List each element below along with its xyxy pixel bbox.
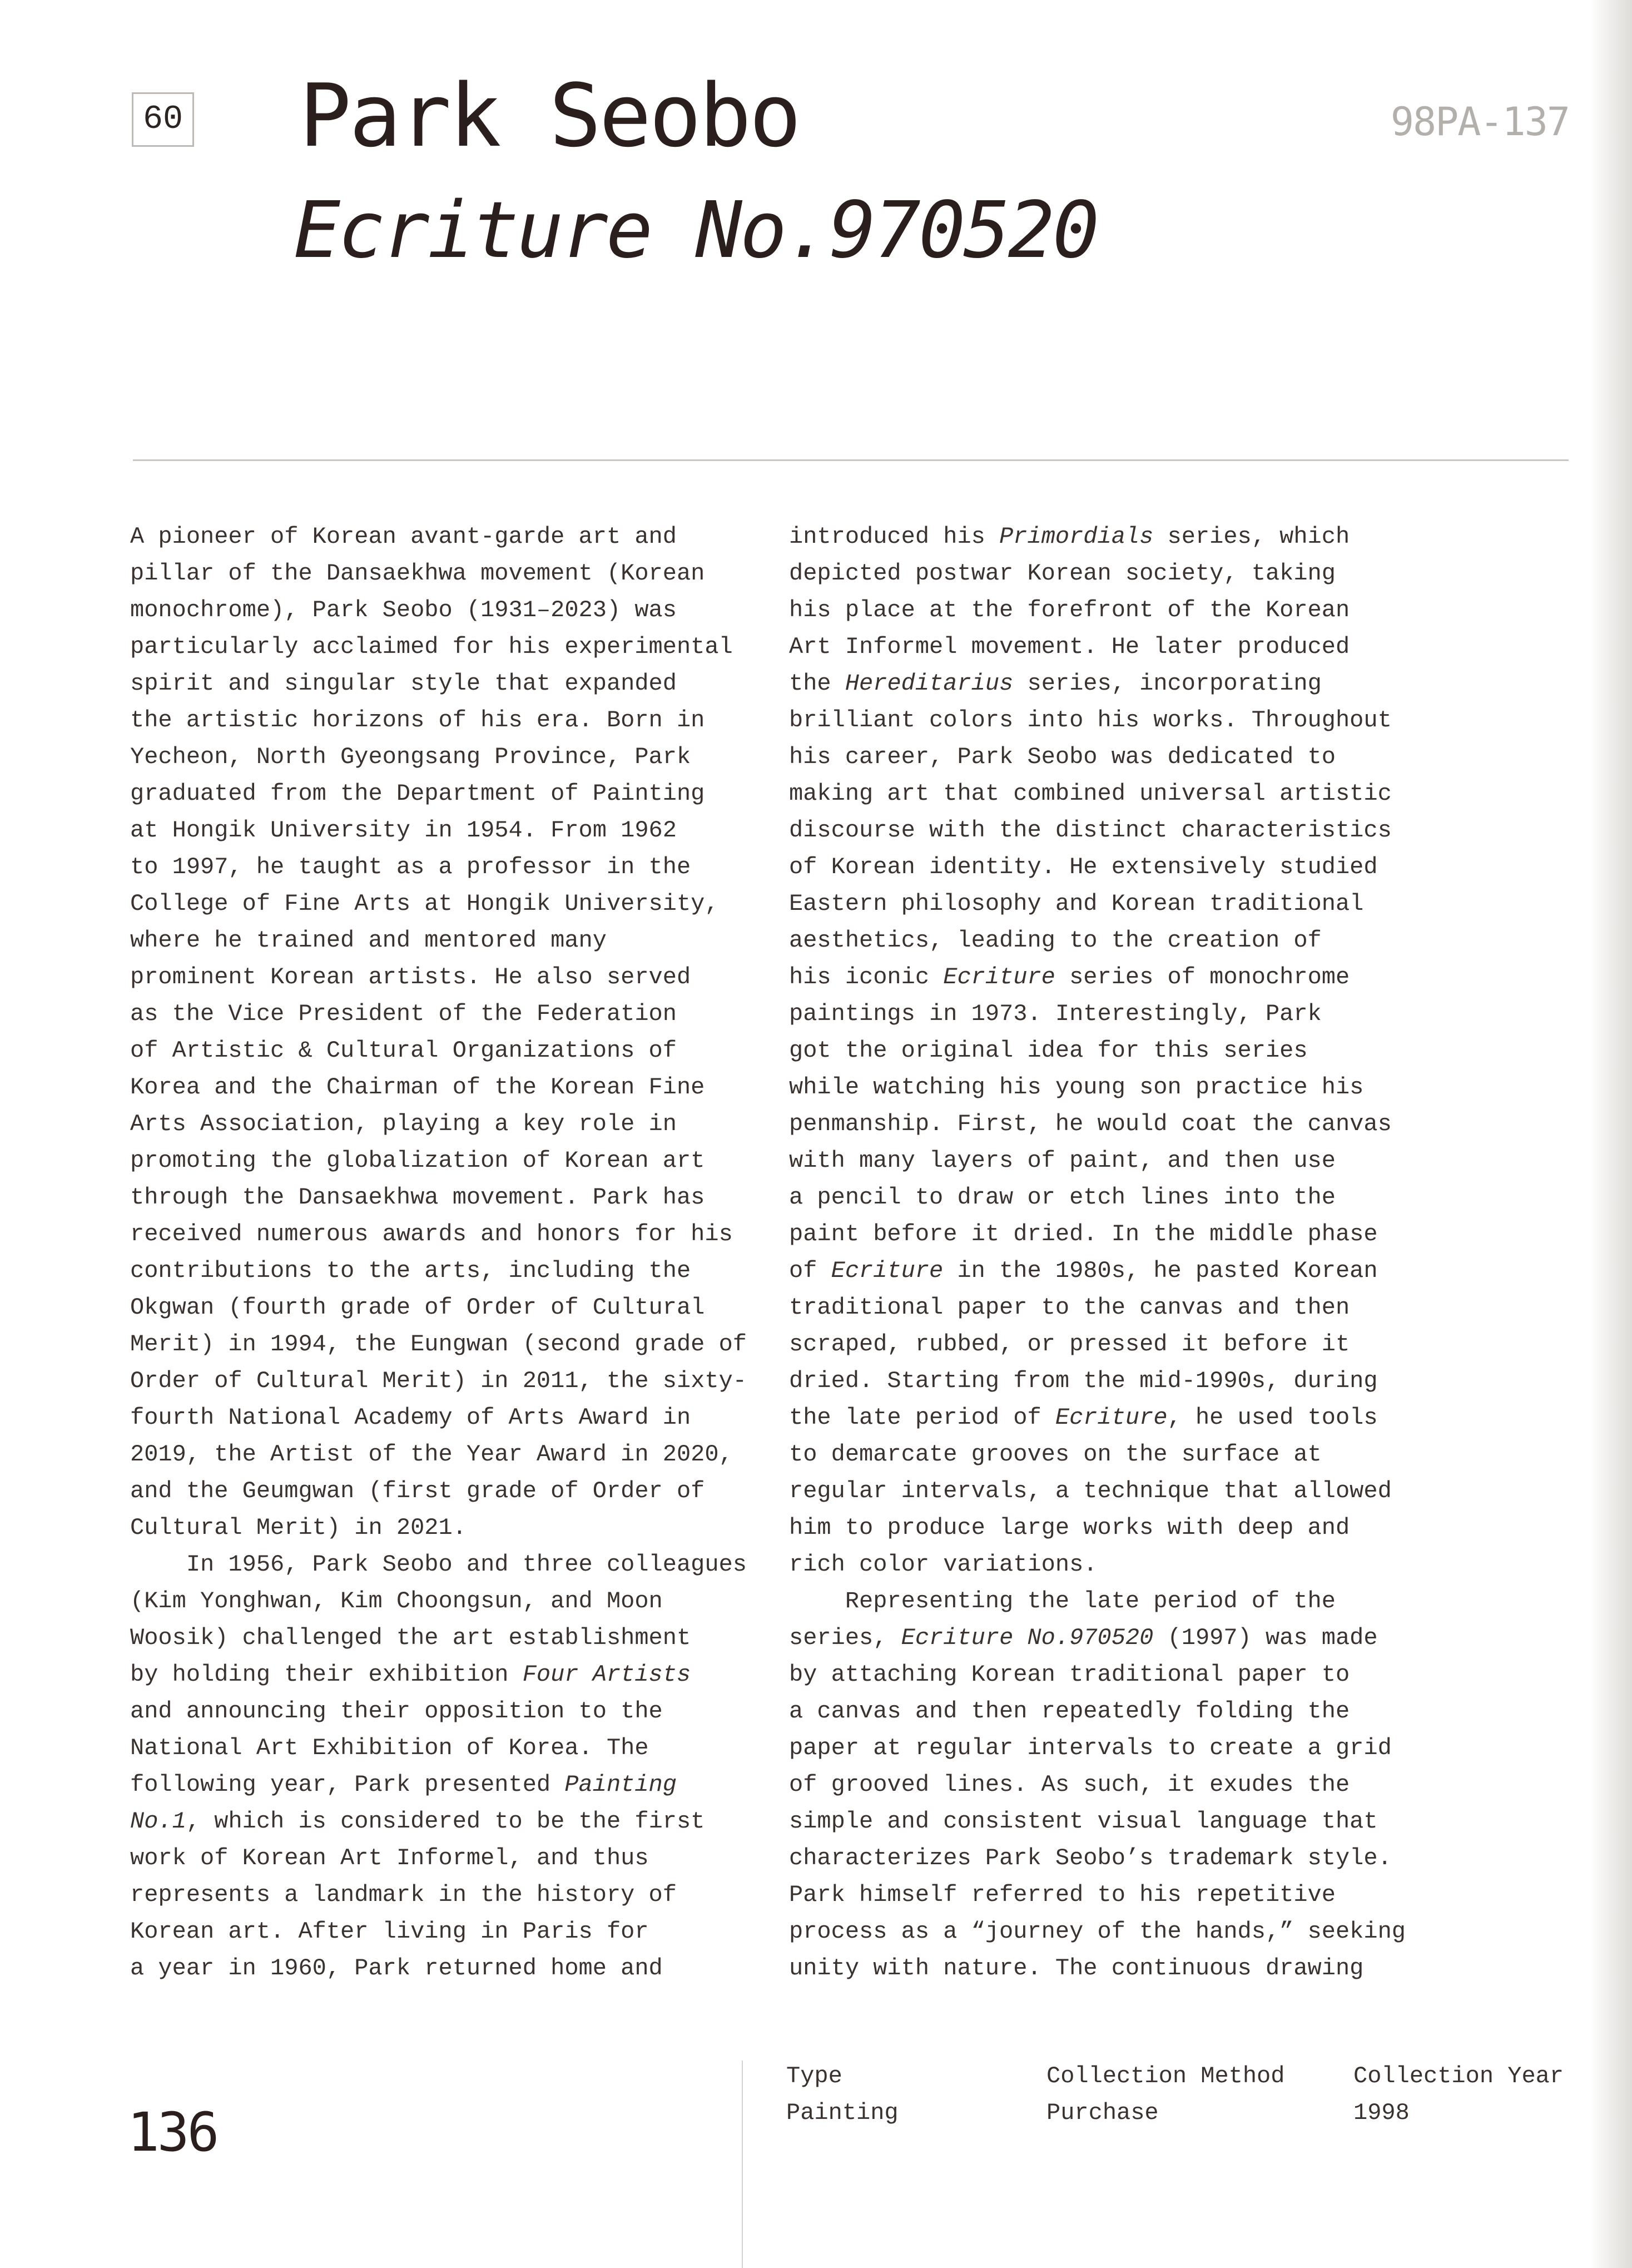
meta-value: Painting [786, 2099, 899, 2126]
body-column-1 [130, 518, 747, 1987]
text-line: Representing the late period of the [789, 1588, 1336, 1615]
text-line: Korea and the Chairman of the Korean Fine [130, 1074, 705, 1101]
text-line: particularly acclaimed for his experimental [130, 633, 733, 660]
text-line: Eastern philosophy and Korean traditional [789, 890, 1364, 917]
text-line: and the Geumgwan (first grade of Order of [130, 1478, 705, 1504]
text-line: paper at regular intervals to create a grid [789, 1735, 1392, 1761]
text-line: No.1, which is considered to be the first [130, 1808, 705, 1835]
text-line: Yecheon, North Gyeongsang Province, Park [130, 744, 691, 770]
text-line: got the original idea for this series [789, 1037, 1308, 1064]
text-line: paint before it dried. In the middle phase [789, 1221, 1378, 1247]
italic-title: Ecriture No.970520 [901, 1625, 1154, 1651]
artist-name: Park Seobo [299, 65, 800, 166]
italic-title: Painting [564, 1771, 677, 1798]
text-line: making art that combined universal artistic [789, 780, 1392, 807]
text-line: paintings in 1973. Interestingly, Park [789, 1001, 1322, 1027]
italic-title: Ecriture [943, 964, 1055, 991]
entry-number-badge [132, 92, 194, 147]
text-line: aesthetics, leading to the creation of [789, 927, 1322, 954]
text-line: by attaching Korean traditional paper to [789, 1661, 1350, 1688]
meta-collection-year [1353, 2058, 1564, 2131]
text-line: the late period of Ecriture, he used tools [789, 1404, 1378, 1431]
text-line: and announcing their opposition to the [130, 1698, 663, 1725]
text-line: scraped, rubbed, or pressed it before it [789, 1331, 1350, 1358]
text-line: Park himself referred to his repetitive [789, 1881, 1336, 1908]
text-line: process as a “journey of the hands,” seeking [789, 1918, 1406, 1945]
text-line: while watching his young son practice his [789, 1074, 1364, 1101]
text-line: College of Fine Arts at Hongik University, [130, 890, 719, 917]
text-line: In 1956, Park Seobo and three colleagues [130, 1551, 747, 1578]
text-line: at Hongik University in 1954. From 1962 [130, 817, 677, 844]
registration-code: 98PA-137 [1390, 99, 1569, 145]
meta-type [786, 2058, 899, 2131]
text-line: where he trained and mentored many [130, 927, 607, 954]
text-line: of grooved lines. As such, it exudes the [789, 1771, 1350, 1798]
italic-title: Primordials [999, 523, 1154, 550]
text-line: (Kim Yonghwan, Kim Choongsun, and Moon [130, 1588, 663, 1615]
text-line: monochrome), Park Seobo (1931–2023) was [130, 597, 677, 623]
text-line: fourth National Academy of Arts Award in [130, 1404, 691, 1431]
meta-label: Collection Year [1353, 2063, 1564, 2089]
text-line: Arts Association, playing a key role in [130, 1111, 677, 1137]
entry-number: 60 [142, 101, 183, 138]
text-line: of Artistic & Cultural Organizations of [130, 1037, 677, 1064]
text-line: promoting the globalization of Korean art [130, 1147, 705, 1174]
italic-title: Ecriture [831, 1257, 944, 1284]
meta-label: Collection Method [1046, 2063, 1285, 2089]
text-line: characterizes Park Seobo’s trademark style. [789, 1845, 1392, 1871]
text-line: received numerous awards and honors for his [130, 1221, 733, 1247]
text-line: his career, Park Seobo was dedicated to [789, 744, 1336, 770]
footer-divider [742, 2061, 743, 2268]
text-line: work of Korean Art Informel, and thus [130, 1845, 649, 1871]
text-line: graduated from the Department of Painting [130, 780, 705, 807]
text-line: by holding their exhibition Four Artists [130, 1661, 691, 1688]
page-number: 136 [127, 2101, 217, 2163]
text-line: the Hereditarius series, incorporating [789, 670, 1322, 697]
text-line: brilliant colors into his works. Throughout [789, 707, 1392, 734]
text-line: contributions to the arts, including the [130, 1257, 691, 1284]
text-line: a canvas and then repeatedly folding the [789, 1698, 1350, 1725]
text-line: Merit) in 1994, the Eungwan (second grade of [130, 1331, 747, 1358]
text-line: to demarcate grooves on the surface at [789, 1441, 1322, 1468]
text-line: series, Ecriture No.970520 (1997) was made [789, 1625, 1378, 1651]
text-line: following year, Park presented Painting [130, 1771, 677, 1798]
text-line: his iconic Ecriture series of monochrome [789, 964, 1350, 991]
text-line: as the Vice President of the Federation [130, 1001, 677, 1027]
text-line: unity with nature. The continuous drawing [789, 1955, 1364, 1982]
text-line: 2019, the Artist of the Year Award in 2020, [130, 1441, 733, 1468]
text-line: Woosik) challenged the art establishment [130, 1625, 691, 1651]
text-line: spirit and singular style that expanded [130, 670, 677, 697]
italic-title: Ecriture [1055, 1404, 1168, 1431]
text-line: through the Dansaekhwa movement. Park has [130, 1184, 705, 1211]
text-line: Okgwan (fourth grade of Order of Cultural [130, 1294, 705, 1321]
text-line: rich color variations. [789, 1551, 1098, 1578]
meta-collection-method [1046, 2058, 1284, 2131]
text-line: the artistic horizons of his era. Born in [130, 707, 705, 734]
text-line: pillar of the Dansaekhwa movement (Korean [130, 560, 705, 587]
text-line: Cultural Merit) in 2021. [130, 1514, 467, 1541]
body-column-2 [789, 518, 1406, 1987]
italic-title: Hereditarius [845, 670, 1014, 697]
text-line: National Art Exhibition of Korea. The [130, 1735, 649, 1761]
text-line: with many layers of paint, and then use [789, 1147, 1336, 1174]
text-line: regular intervals, a technique that allowed [789, 1478, 1392, 1504]
text-line: to 1997, he taught as a professor in the [130, 854, 691, 880]
text-line: represents a landmark in the history of [130, 1881, 677, 1908]
italic-title: No.1 [130, 1808, 186, 1835]
meta-value: 1998 [1353, 2099, 1410, 2126]
text-line: simple and consistent visual language that [789, 1808, 1378, 1835]
text-line: A pioneer of Korean avant-garde art and [130, 523, 677, 550]
text-line: of Korean identity. He extensively studied [789, 854, 1378, 880]
text-line: prominent Korean artists. He also served [130, 964, 691, 991]
italic-title: Four Artists [522, 1661, 691, 1688]
text-line: Korean art. After living in Paris for [130, 1918, 649, 1945]
text-line: introduced his Primordials series, which [789, 523, 1350, 550]
work-title: Ecriture No.970520 [294, 185, 1098, 276]
header-divider [133, 459, 1569, 461]
text-line: dried. Starting from the mid-1990s, during [789, 1368, 1378, 1394]
text-line: Art Informel movement. He later produced [789, 633, 1350, 660]
text-line: a pencil to draw or etch lines into the [789, 1184, 1336, 1211]
text-line: Order of Cultural Merit) in 2011, the sixty- [130, 1368, 747, 1394]
text-line: discourse with the distinct characteristics [789, 817, 1392, 844]
text-line: depicted postwar Korean society, taking [789, 560, 1336, 587]
text-line: his place at the forefront of the Korean [789, 597, 1350, 623]
text-line: of Ecriture in the 1980s, he pasted Korean [789, 1257, 1378, 1284]
text-line: him to produce large works with deep and [789, 1514, 1350, 1541]
meta-value: Purchase [1046, 2099, 1159, 2126]
text-line: penmanship. First, he would coat the canvas [789, 1111, 1392, 1137]
text-line: a year in 1960, Park returned home and [130, 1955, 663, 1982]
text-line: traditional paper to the canvas and then [789, 1294, 1350, 1321]
meta-label: Type [786, 2063, 842, 2089]
